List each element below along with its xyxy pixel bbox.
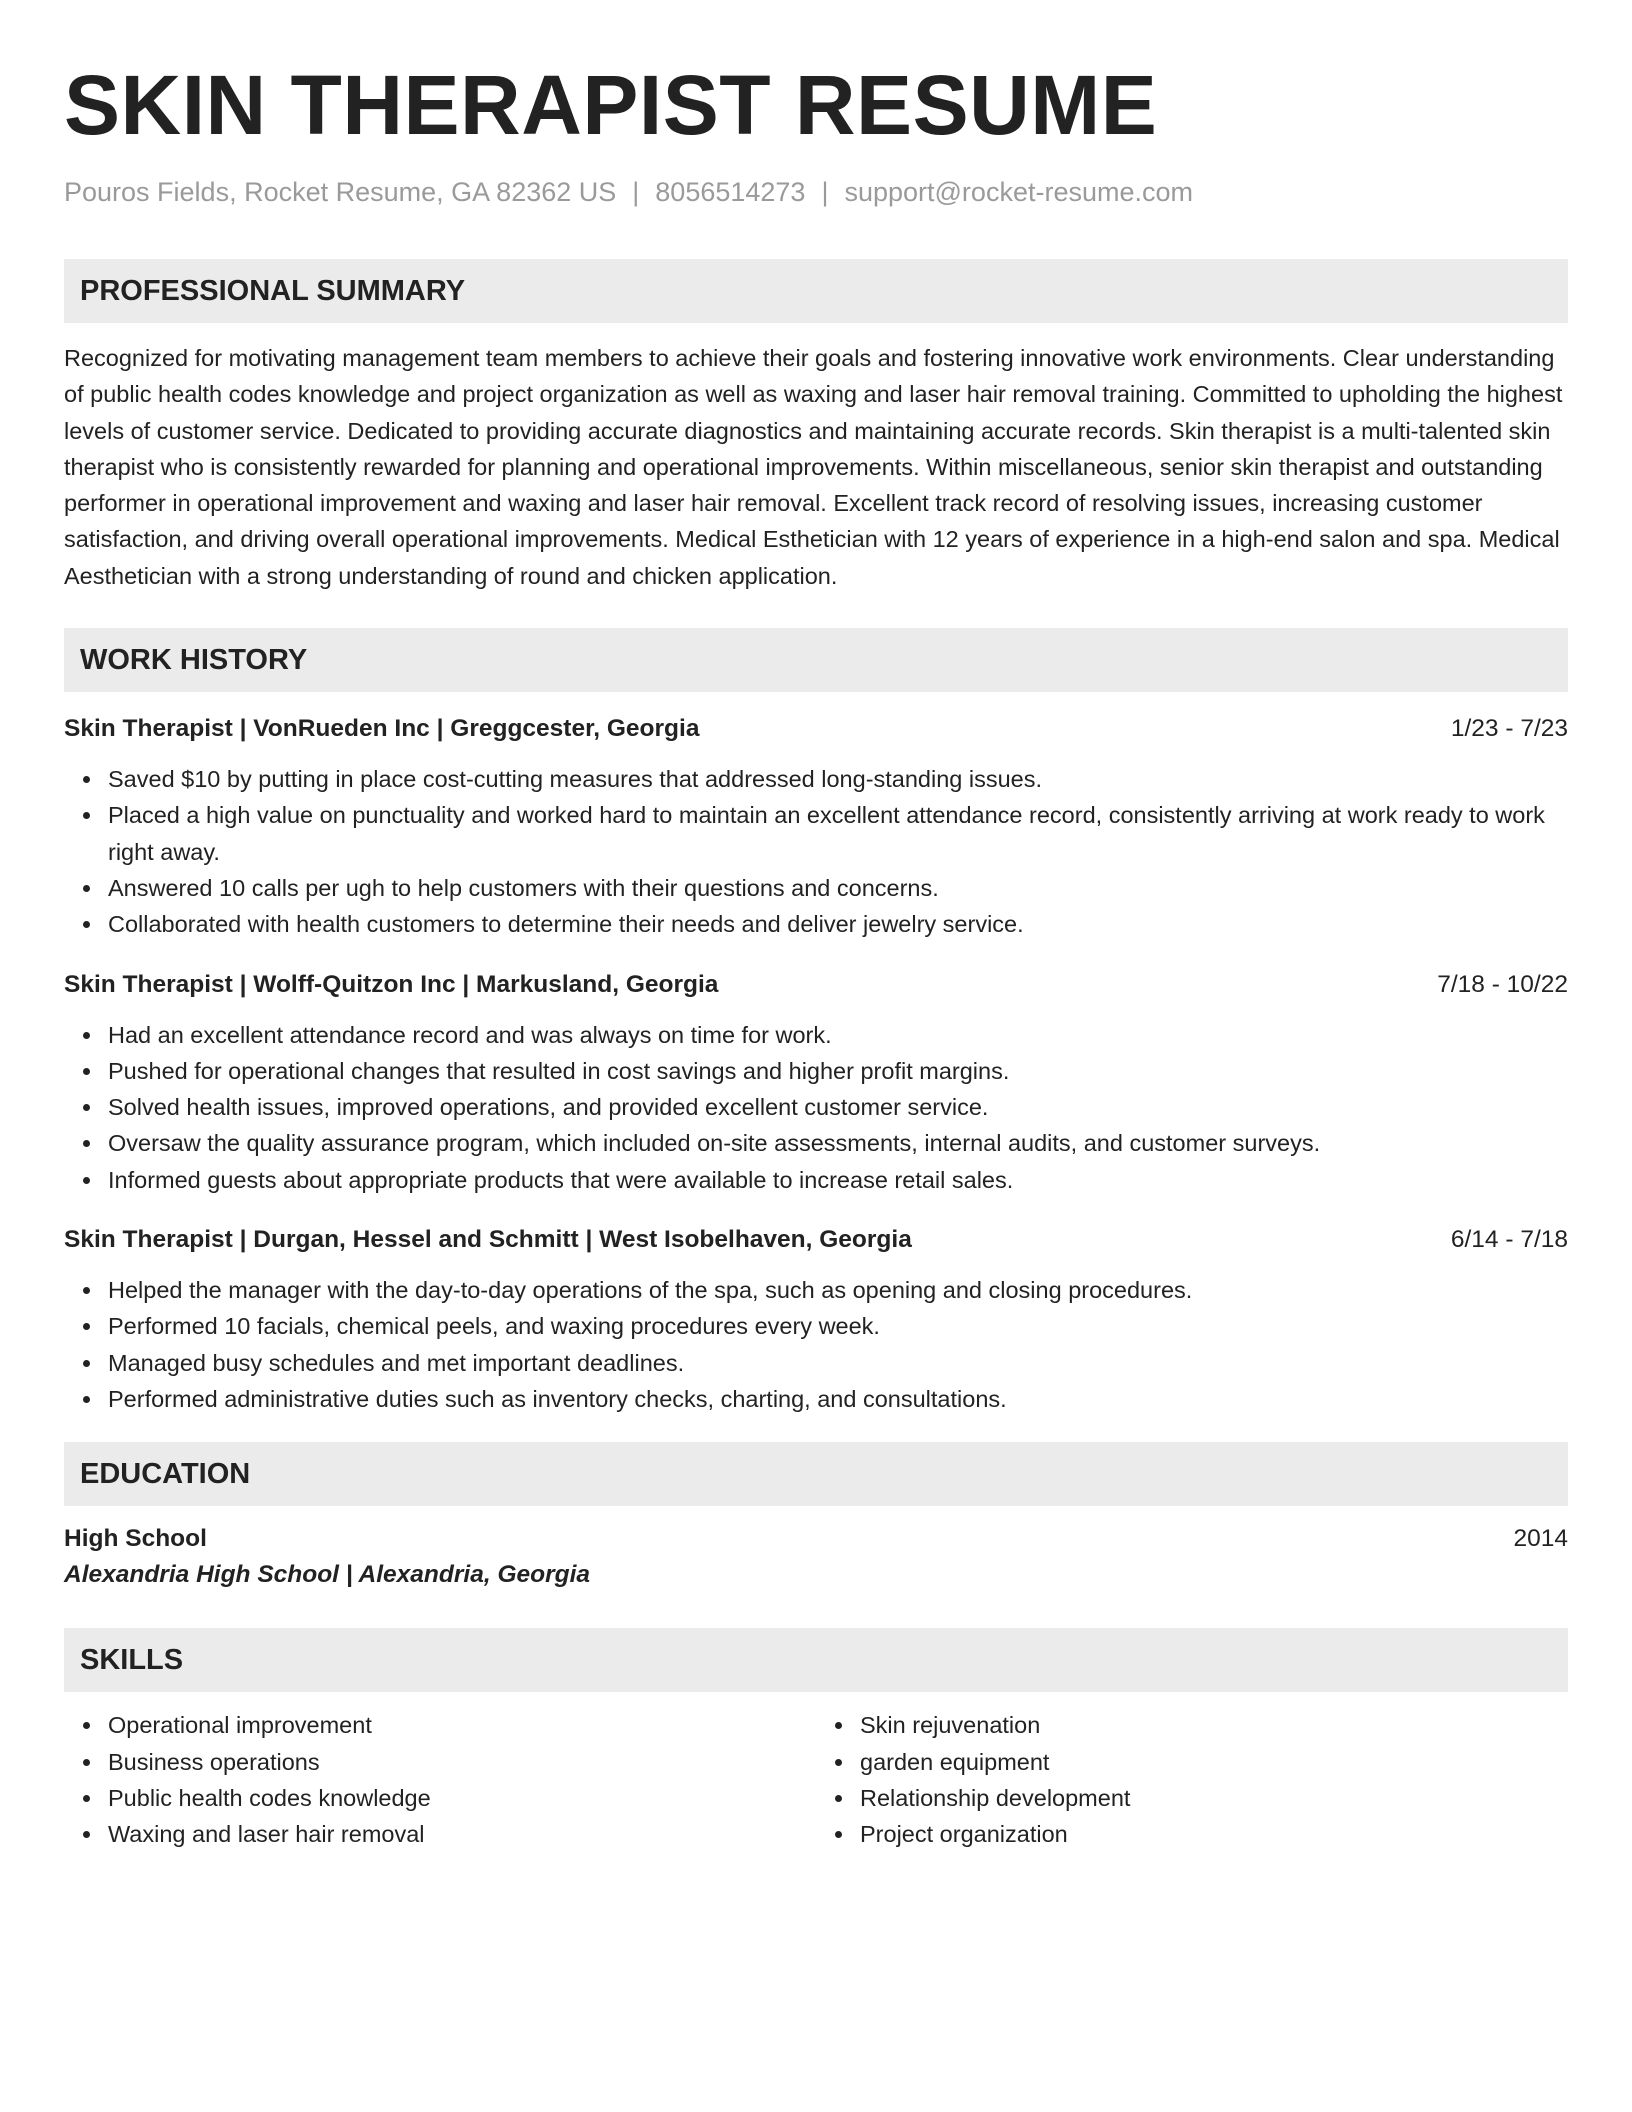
- skill-item: garden equipment: [860, 1744, 1568, 1780]
- education-header: [64, 1522, 1568, 1556]
- job-title: Skin Therapist | VonRueden Inc | Greggcester, Georgia: [64, 715, 700, 743]
- education-heading: EDUCATION: [64, 1442, 1568, 1506]
- job-bullets: [64, 761, 1568, 942]
- skill-item: Relationship development: [860, 1780, 1568, 1816]
- job-bullet: Performed administrative duties such as inventory checks, charting, and consultations.: [108, 1381, 1568, 1417]
- job-header: [64, 968, 1568, 1002]
- job-entry: [64, 1223, 1568, 1417]
- job-bullet: Collaborated with health customers to determine their needs and deliver jewelry service.: [108, 906, 1568, 942]
- education-entry: [64, 1522, 1568, 1594]
- job-dates: 1/23 - 7/23: [1450, 715, 1568, 743]
- contact-phone: 8056514273: [655, 177, 806, 207]
- skill-item: Operational improvement: [108, 1707, 816, 1743]
- education-year: 2014: [1513, 1525, 1568, 1553]
- job-bullet: Informed guests about appropriate products that were available to increase retail sales.: [108, 1162, 1568, 1198]
- education-degree: High School: [64, 1525, 207, 1553]
- job-bullet: Managed busy schedules and met important deadlines.: [108, 1345, 1568, 1381]
- job-title: Skin Therapist | Wolff-Quitzon Inc | Markusland, Georgia: [64, 970, 719, 998]
- education-school: Alexandria High School | Alexandria, Georgia: [64, 1561, 591, 1589]
- job-title: Skin Therapist | Durgan, Hessel and Schmitt | West Isobelhaven, Georgia: [64, 1226, 912, 1254]
- skill-item: Waxing and laser hair removal: [108, 1816, 816, 1852]
- contact-separator: |: [632, 177, 640, 207]
- job-bullet: Helped the manager with the day-to-day operations of the spa, such as opening and closing procedures.: [108, 1272, 1568, 1308]
- job-bullets: [64, 1017, 1568, 1198]
- job-bullet: Answered 10 calls per ugh to help customers with their questions and concerns.: [108, 870, 1568, 906]
- job-entry: [64, 712, 1568, 942]
- skills-list: [64, 1707, 1568, 1852]
- job-entry: [64, 968, 1568, 1198]
- job-bullets: [64, 1272, 1568, 1417]
- skills-heading: SKILLS: [64, 1628, 1568, 1692]
- summary-text: Recognized for motivating management team members to achieve their goals and fostering innovative work environments. Clear understanding of public health codes knowledge and project organization as well as waxing and laser hair removal training. Committed to upholding the highest levels of customer service. Dedicated to providing accurate diagnostics and maintaining accurate records. Skin therapist is a multi-talented skin therapist who is consistently rewarded for planning and operational improvements. Within miscellaneous, senior skin therapist and outstanding performer in operational improvement and waxing and laser hair removal. Excellent track record of resolving issues, increasing customer satisfaction, and driving overall operational improvements. Medical Esthetician with 12 years of experience in a high-end salon and spa. Medical Aesthetician with a strong understanding of round and chicken application.: [64, 345, 1563, 589]
- contact-email: support@rocket-resume.com: [844, 177, 1193, 207]
- job-bullet: Saved $10 by putting in place cost-cutting measures that addressed long-standing issues.: [108, 761, 1568, 797]
- job-bullet: Solved health issues, improved operations, and provided excellent customer service.: [108, 1089, 1568, 1125]
- skill-item: Business operations: [108, 1744, 816, 1780]
- skill-item: Public health codes knowledge: [108, 1780, 816, 1816]
- job-dates: 6/14 - 7/18: [1450, 1226, 1568, 1254]
- work-history-heading: WORK HISTORY: [64, 628, 1568, 692]
- job-header: [64, 1223, 1568, 1257]
- skill-item: Skin rejuvenation: [860, 1707, 1568, 1743]
- skill-item: Project organization: [860, 1816, 1568, 1852]
- job-bullet: Oversaw the quality assurance program, which included on-site assessments, internal audits, and customer surveys.: [108, 1125, 1568, 1161]
- job-dates: 7/18 - 10/22: [1437, 970, 1568, 998]
- job-bullet: Performed 10 facials, chemical peels, and waxing procedures every week.: [108, 1308, 1568, 1344]
- contact-address: Pouros Fields, Rocket Resume, GA 82362 US: [64, 177, 617, 207]
- job-bullet: Placed a high value on punctuality and worked hard to maintain an excellent attendance record, consistently arriving at work ready to work right away.: [108, 797, 1568, 870]
- skills-column-left: [64, 1707, 816, 1852]
- contact-line: [64, 175, 1568, 209]
- job-header: [64, 712, 1568, 746]
- resume-title: SKIN THERAPIST RESUME: [64, 58, 1158, 152]
- contact-separator: |: [821, 177, 829, 207]
- job-bullet: Pushed for operational changes that resulted in cost savings and higher profit margins.: [108, 1053, 1568, 1089]
- summary-heading: PROFESSIONAL SUMMARY: [64, 259, 1568, 323]
- job-bullet: Had an excellent attendance record and was always on time for work.: [108, 1017, 1568, 1053]
- skills-column-right: [816, 1707, 1568, 1852]
